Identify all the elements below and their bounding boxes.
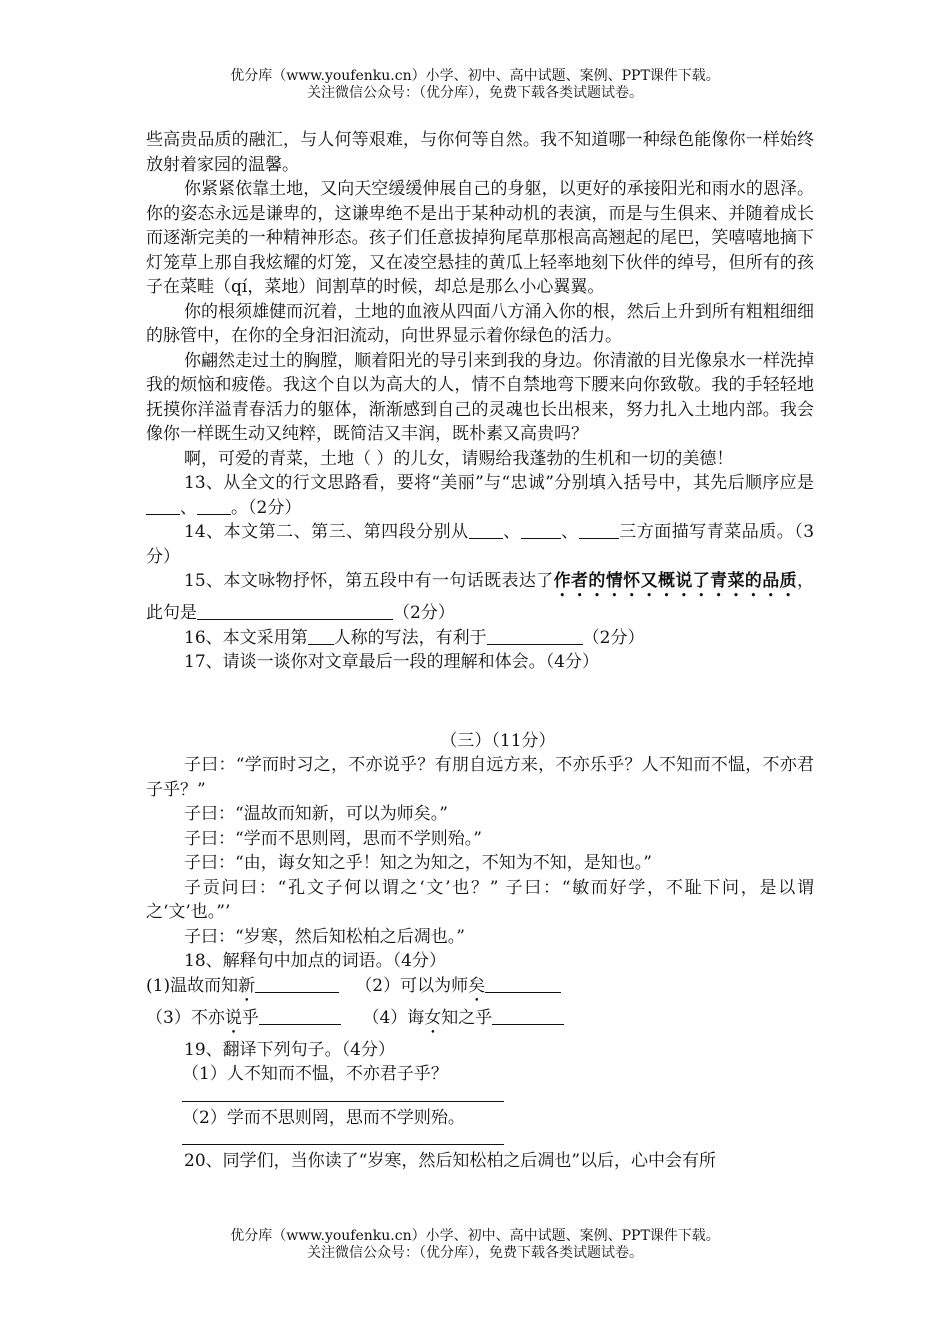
q18-blank-2[interactable] <box>485 975 561 993</box>
question-17: 17、请谈一谈你对文章最后一段的理解和体会。（4分） <box>184 652 599 672</box>
question-20: 20、同学们，当你读了“岁寒，然后知松柏之后凋也”以后，心中会有所 <box>184 1151 717 1171</box>
q13-blank-1[interactable] <box>146 497 180 515</box>
q16-blank-2[interactable] <box>487 627 583 645</box>
q19-answer-line-1[interactable] <box>182 1087 504 1102</box>
q15-emphasized-text: 作者的情怀又概说了青菜的品质 <box>553 571 797 591</box>
q19-sentence-2: （2）学而不思则罔，思而不学则殆。 <box>182 1107 465 1128</box>
passage-paragraph-4: 你翩然走过土的胸膛，顺着阳光的导引来到我的身边。你清澈的目光像泉水一样洗掉我的烦恼和疲倦。我这个自以为高大的人，情不自禁地弯下腰来向你致敬。我的手轻轻地抚摸你洋溢青春活力的躯体，渐渐感到自己的灵魂也长出根来，努力扎入土地内部。我会像你一样既生动又纯粹，既简洁又丰润，既朴素又高贵吗？ <box>146 350 814 444</box>
q14-blank-3[interactable] <box>579 521 619 539</box>
exam-body <box>146 128 814 1174</box>
question-16: 16、本文采用第 人称的写法，有利于 （2分） <box>184 627 645 648</box>
q14-blank-1[interactable] <box>469 521 503 539</box>
analects-4: 子曰：“由，诲女知之乎！知之为知之，不知为不知，是知也。” <box>184 853 652 873</box>
section-3-title: （三）（11分） <box>440 730 556 751</box>
passage-paragraph-5: 啊，可爱的青菜，土地（ ）的儿女，请赐给我蓬勃的生机和一切的美德！ <box>184 448 734 469</box>
analects-5: 子贡问曰：“孔文子何以谓之‘文’也？” 子曰：“敏而好学，不耻下问，是以谓之‘文’也。”’ <box>146 877 814 922</box>
analects-1: 子曰：“学而时习之，不亦说乎？有朋自远方来，不亦乐乎？人不知而不愠，不亦君子乎？” <box>146 755 814 800</box>
q15-blank[interactable] <box>197 602 393 620</box>
header-line-1: 优分库（www.youfenku.cn）小学、初中、高中试题、案例、PPT课件下载。 <box>230 68 720 84</box>
footer-line-1: 优分库（www.youfenku.cn）小学、初中、高中试题、案例、PPT课件下载。 <box>230 1228 720 1244</box>
question-15: 15、本文咏物抒怀，第五段中有一句话既表达了作者的情怀又概说了青菜的品质，此句是 （2分） <box>146 571 814 623</box>
q19-sentence-1: （1）人不知而不愠，不亦君子乎？ <box>182 1064 448 1084</box>
q13-blank-2[interactable] <box>197 497 231 515</box>
q18-blank-3[interactable] <box>259 1007 341 1025</box>
footer-line-2: 关注微信公众号：（优分库），免费下载各类试题试卷。 <box>307 1245 643 1261</box>
question-19: 19、翻译下列句子。（4分） <box>184 1039 395 1060</box>
analects-2: 子曰：“温故而知新，可以为师矣。” <box>184 804 448 824</box>
passage-paragraph-1: 些高贵品质的融汇，与人何等艰难，与你何等自然。我不知道哪一种绿色能像你一样始终放射着家园的温馨。 <box>146 130 814 175</box>
passage-paragraph-2: 你紧紧依靠土地，又向天空缓缓伸展自己的身躯，以更好的承接阳光和雨水的恩泽。你的姿态永远是谦卑的，这谦卑绝不是出于某种动机的表演，而是与生俱来、并随着成长而逐渐完美的一种精神形态。孩子们任意拔掉狗尾草那根高高翘起的尾巴，笑嘻嘻地摘下灯笼草上那自我炫耀的灯笼，又在凌空悬挂的黄瓜上轻率地刻下伙伴的绰号，但所有的孩子在菜畦（qí，菜地）间割草的时候，却总是那么小心翼翼。 <box>146 179 814 297</box>
q19-answer-line-2[interactable] <box>182 1130 504 1145</box>
page-footer <box>0 1228 950 1262</box>
question-13: 13、从全文的行文思路看，要将“美丽”与“忠诚”分别填入括号中，其先后顺序应是、 。（2分） <box>146 471 814 520</box>
page-header <box>0 68 950 102</box>
q18-blank-4[interactable] <box>492 1007 564 1025</box>
q18-blank-1[interactable] <box>255 975 339 993</box>
q16-blank-1[interactable] <box>308 627 334 645</box>
analects-3: 子曰：“学而不思则罔，思而不学则殆。” <box>184 828 482 849</box>
q18-row-1: (1)温故而知新 （2）可以为师矣 <box>146 974 814 1006</box>
question-14: 14、本文第二、第三、第四段分别从 、 、 三方面描写青菜品质。（3分） <box>146 522 815 567</box>
q18-row-2: （3）不亦说乎 （4）诲女知之乎 <box>146 1006 814 1038</box>
passage-paragraph-3: 你的根须雄健而沉着，土地的血液从四面八方涌入你的根，然后上升到所有粗粗细细的脉管中，在你的全身汩汩流动，向世界显示着你绿色的活力。 <box>146 301 814 346</box>
q14-blank-2[interactable] <box>521 521 561 539</box>
question-18: 18、解释句中加点的词语。（4分） <box>184 951 446 971</box>
analects-6: 子曰：“岁寒，然后知松柏之后凋也。” <box>184 926 465 947</box>
header-line-2: 关注微信公众号：（优分库），免费下载各类试题试卷。 <box>307 85 643 101</box>
